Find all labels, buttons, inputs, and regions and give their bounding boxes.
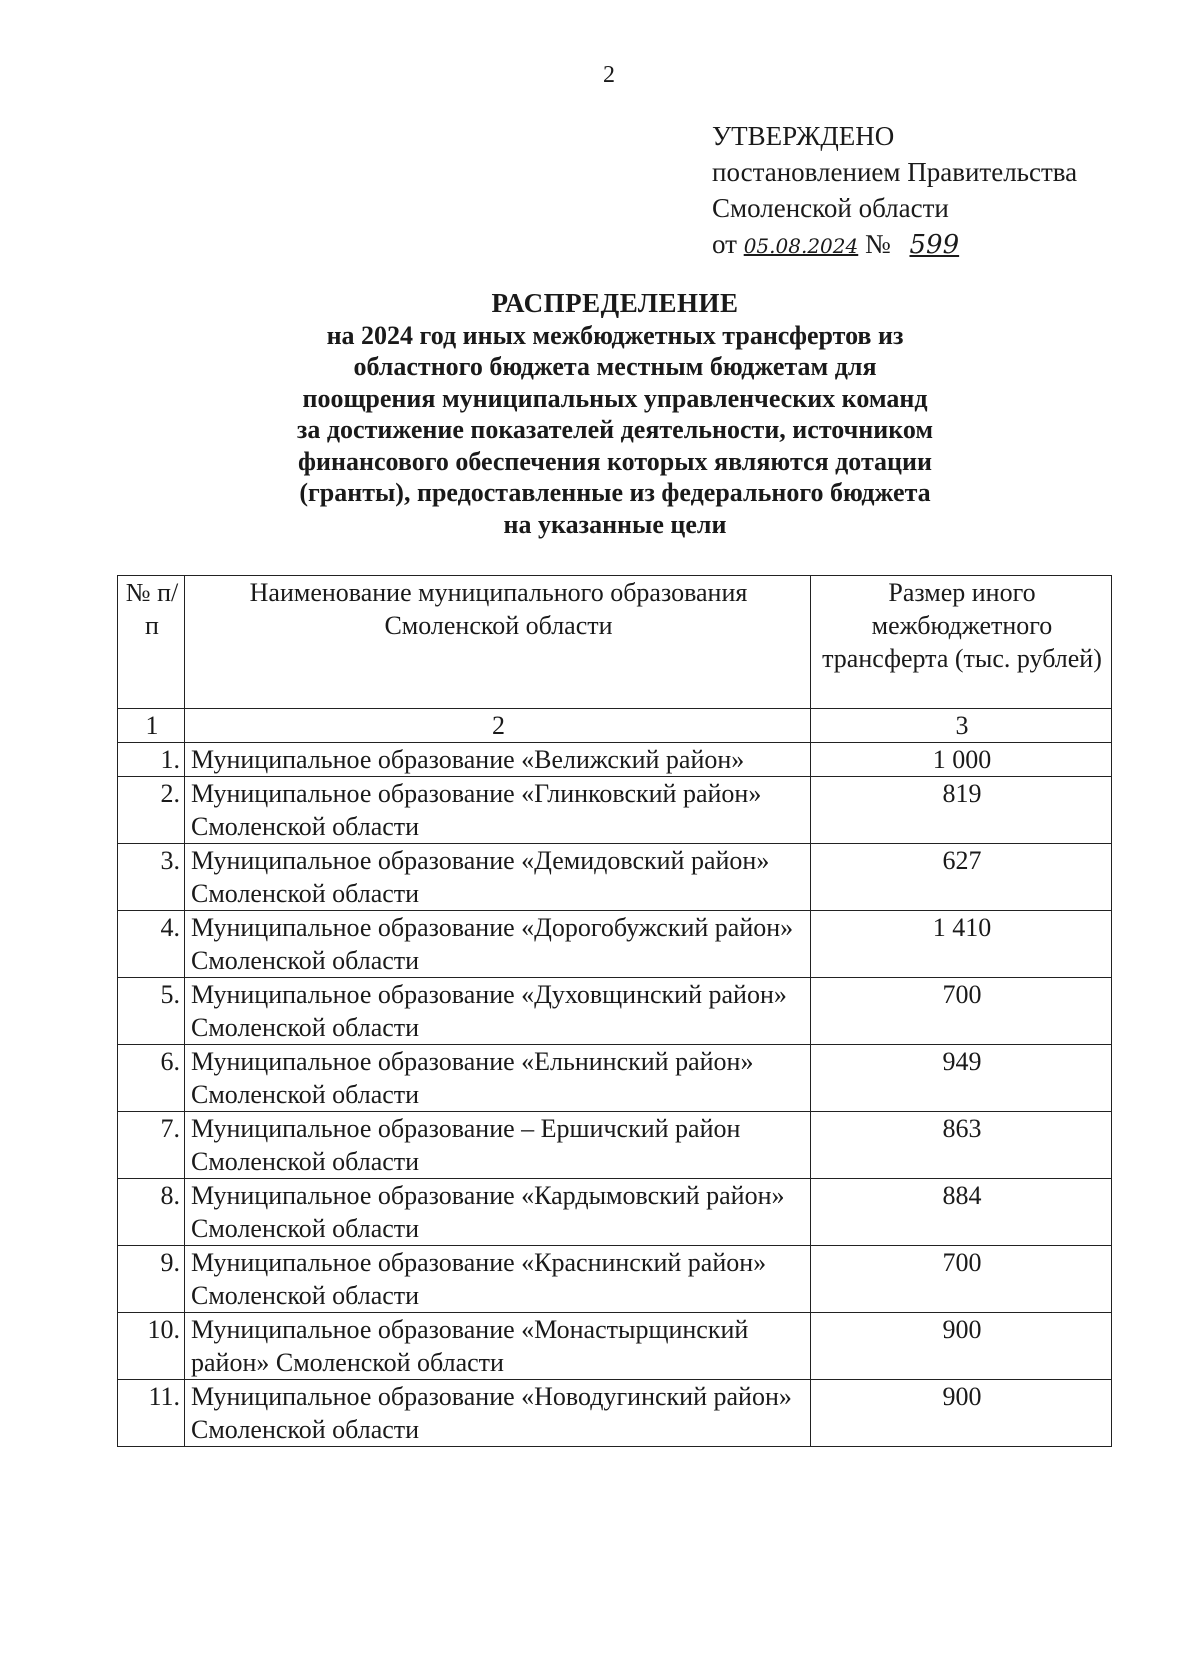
handwritten-date: 05.08.2024 bbox=[743, 234, 859, 258]
subtitle-line: областного бюджета местным бюджетам для bbox=[353, 352, 877, 381]
document-heading: РАСПРЕДЕЛЕНИЕ bbox=[491, 288, 739, 318]
subtitle-line: финансового обеспечения которых являются дотации bbox=[298, 446, 932, 476]
date-prefix: от bbox=[712, 229, 737, 259]
row-number: 10. bbox=[118, 1313, 185, 1380]
row-name: Муниципальное образование «Кардымовский район» Смоленской области bbox=[185, 1179, 811, 1246]
table-row bbox=[118, 743, 1112, 777]
table-row bbox=[118, 1179, 1112, 1246]
row-number: 1. bbox=[118, 743, 185, 777]
row-name: Муниципальное образование «Новодугинский район» Смоленской области bbox=[185, 1380, 811, 1447]
row-number: 9. bbox=[118, 1246, 185, 1313]
row-amount: 884 bbox=[811, 1179, 1112, 1246]
subtitle-line: поощрения муниципальных управленческих команд bbox=[302, 383, 928, 413]
row-number: 5. bbox=[118, 978, 185, 1045]
subtitle-line: за достижение показателей деятельности, источником bbox=[296, 415, 934, 444]
row-amount: 863 bbox=[811, 1112, 1112, 1179]
row-name: Муниципальное образование «Ельнинский район» Смоленской области bbox=[185, 1045, 811, 1112]
row-amount: 700 bbox=[811, 978, 1112, 1045]
row-number: 8. bbox=[118, 1179, 185, 1246]
row-name: Муниципальное образование «Глинковский район» Смоленской области bbox=[185, 777, 811, 844]
distribution-table bbox=[117, 575, 1112, 1447]
row-amount: 819 bbox=[811, 777, 1112, 844]
handwritten-number: 599 bbox=[909, 230, 960, 260]
table-row bbox=[118, 1045, 1112, 1112]
row-number: 11. bbox=[118, 1380, 185, 1447]
header-num: № п/п bbox=[118, 576, 185, 709]
approval-date-line bbox=[712, 226, 1077, 264]
subtitle-line: на 2024 год иных межбюджетных трансфертов из bbox=[326, 320, 904, 350]
row-amount: 900 bbox=[811, 1380, 1112, 1447]
row-name: Муниципальное образование – Ершичский район Смоленской области bbox=[185, 1112, 811, 1179]
table-row bbox=[118, 1380, 1112, 1447]
table-row bbox=[118, 978, 1112, 1045]
row-amount: 1 000 bbox=[811, 743, 1112, 777]
row-name: Муниципальное образование «Велижский район» bbox=[185, 743, 811, 777]
row-number: 3. bbox=[118, 844, 185, 911]
row-name: Муниципальное образование «Краснинский район» Смоленской области bbox=[185, 1246, 811, 1313]
row-amount: 627 bbox=[811, 844, 1112, 911]
approval-title: УТВЕРЖДЕНО bbox=[712, 121, 895, 151]
row-amount: 949 bbox=[811, 1045, 1112, 1112]
row-amount: 1 410 bbox=[811, 911, 1112, 978]
number-sign: № bbox=[864, 229, 891, 259]
approval-line-1: постановлением Правительства bbox=[712, 157, 1078, 187]
column-number: 3 bbox=[811, 709, 1112, 743]
page-number: 2 bbox=[603, 62, 615, 88]
header-amount: Размер иного межбюджетного трансферта (тыс. рублей) bbox=[811, 576, 1112, 709]
table-row bbox=[118, 844, 1112, 911]
column-number-row bbox=[118, 709, 1112, 743]
table-row bbox=[118, 1313, 1112, 1380]
row-amount: 900 bbox=[811, 1313, 1112, 1380]
table-row bbox=[118, 1112, 1112, 1179]
table-row bbox=[118, 777, 1112, 844]
document-title bbox=[215, 288, 1015, 540]
column-number: 2 bbox=[185, 709, 811, 743]
row-name: Муниципальное образование «Духовщинский район» Смоленской области bbox=[185, 978, 811, 1045]
row-name: Муниципальное образование «Дорогобужский район» Смоленской области bbox=[185, 911, 811, 978]
subtitle-line: на указанные цели bbox=[503, 509, 727, 539]
row-number: 4. bbox=[118, 911, 185, 978]
table-row bbox=[118, 1246, 1112, 1313]
row-number: 2. bbox=[118, 777, 185, 844]
row-number: 6. bbox=[118, 1045, 185, 1112]
table-header-row bbox=[118, 576, 1112, 709]
row-name: Муниципальное образование «Демидовский район» Смоленской области bbox=[185, 844, 811, 911]
row-amount: 700 bbox=[811, 1246, 1112, 1313]
approval-line-2: Смоленской области bbox=[712, 193, 949, 223]
column-number: 1 bbox=[118, 709, 185, 743]
table-row bbox=[118, 911, 1112, 978]
header-name: Наименование муниципального образования Смоленской области bbox=[185, 576, 811, 709]
approval-block bbox=[712, 118, 1077, 264]
row-name: Муниципальное образование «Монастырщинский район» Смоленской области bbox=[185, 1313, 811, 1380]
row-number: 7. bbox=[118, 1112, 185, 1179]
subtitle-line: (гранты), предоставленные из федерального бюджета bbox=[299, 478, 931, 507]
